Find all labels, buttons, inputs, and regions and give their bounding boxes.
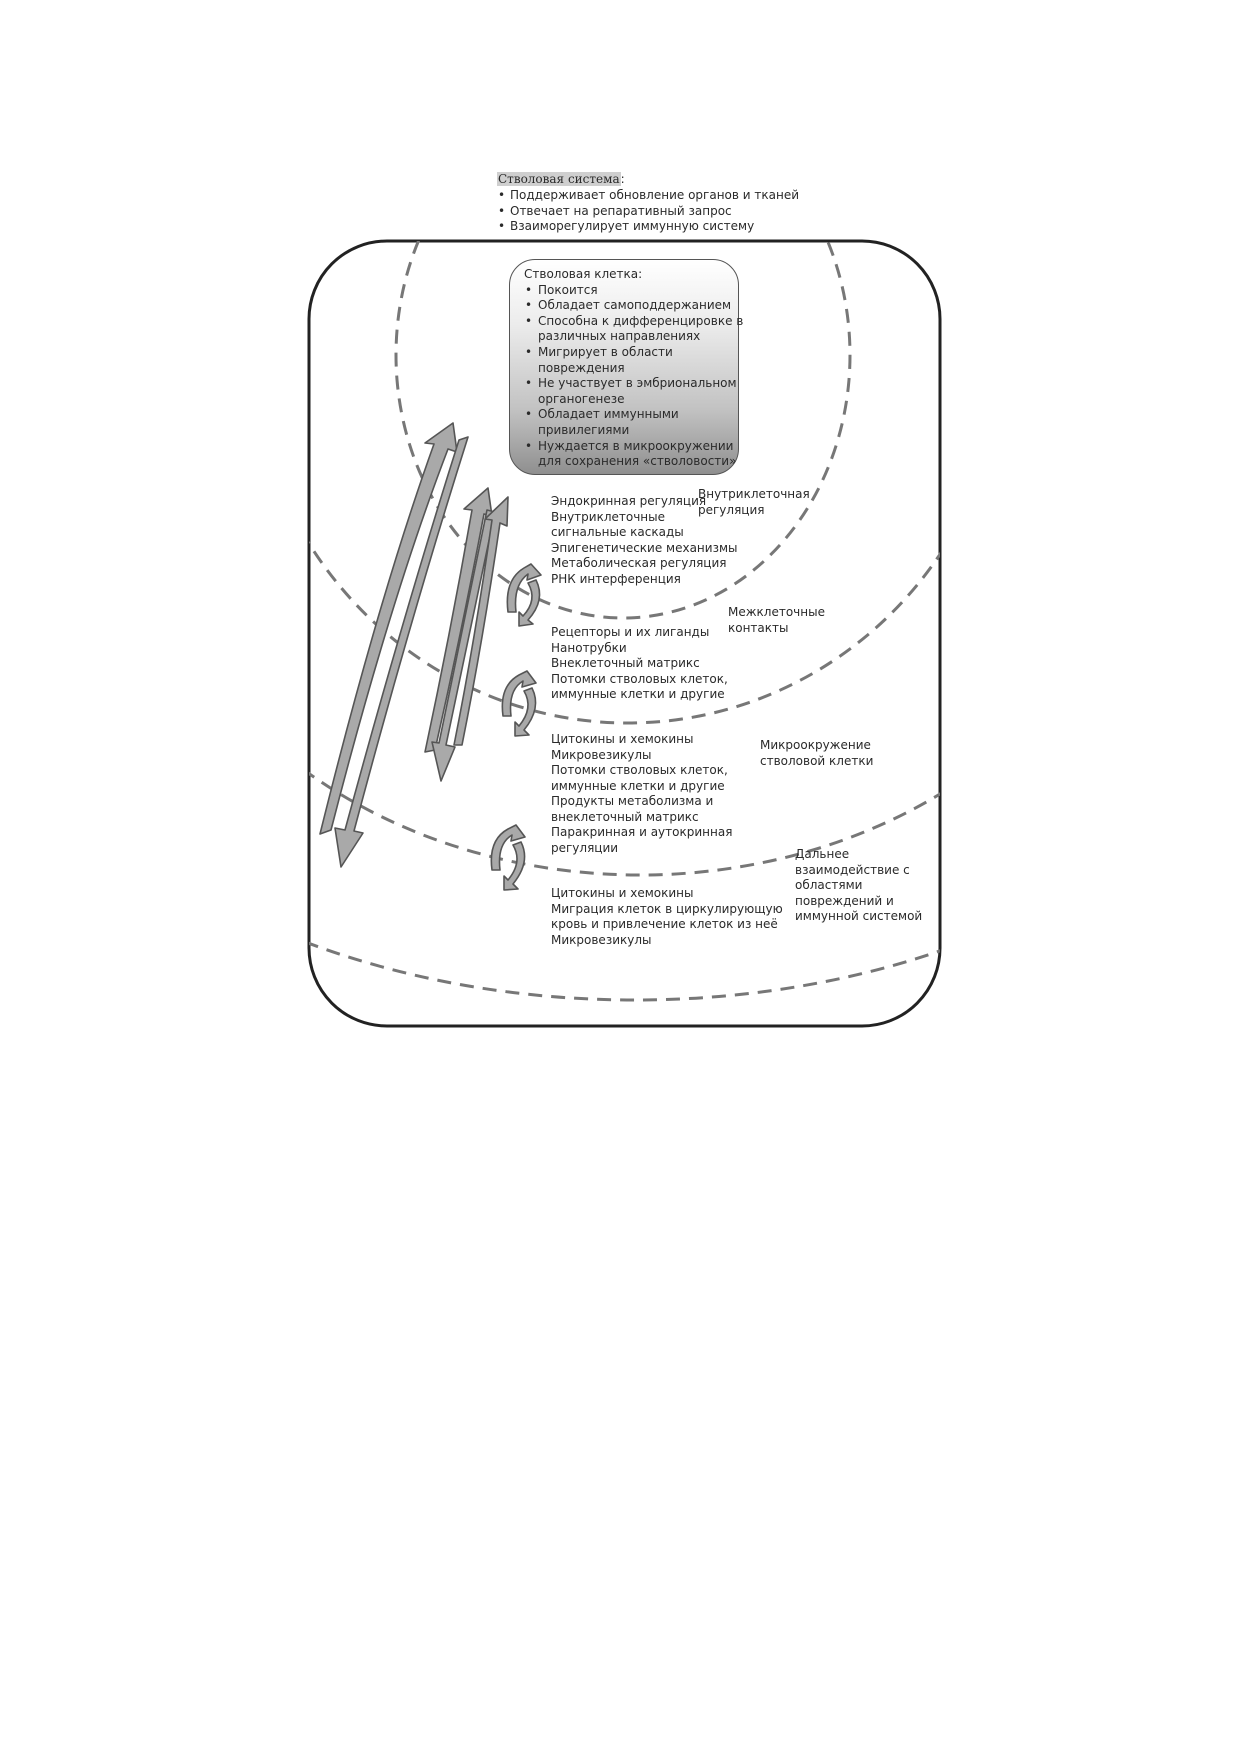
stem-cell-property: • Обладает иммунными привилегиями bbox=[524, 407, 732, 438]
intercellular-label: Межклеточные контакты bbox=[728, 605, 825, 635]
stem-cell-property: • Нуждается в микроокружении для сохранения «стволовости» bbox=[524, 439, 732, 470]
stem-cell-property: • Покоится bbox=[524, 283, 732, 299]
stem-cell-property: • Мигрирует в области повреждения bbox=[524, 345, 732, 376]
cycle-arrow-2b bbox=[515, 688, 536, 736]
stem-cell-property: • Способна к дифференцировке в различных направлениях bbox=[524, 314, 732, 345]
stem-system-title: Стволовая система bbox=[498, 172, 620, 186]
stem-system-item: • Отвечает на репаративный запрос bbox=[497, 204, 799, 220]
microenvironment-label: Микроокружение стволовой клетки bbox=[760, 738, 874, 768]
stem-cell-box bbox=[509, 259, 744, 475]
cycle-arrow-3b bbox=[504, 842, 525, 890]
stem-cell-title: Стволовая клетка: bbox=[524, 267, 643, 281]
stem-system-item: • Поддерживает обновление органов и тканей bbox=[497, 188, 799, 204]
stem-system-item: • Взаиморегулирует иммунную систему bbox=[497, 219, 799, 235]
stem-cell-properties bbox=[524, 282, 744, 470]
intercellular-mechanisms: Рецепторы и их лиганды Нанотрубки Внеклеточный матрикс Потомки стволовых клеток, иммунные клетки и другие bbox=[551, 625, 728, 701]
distant-mechanisms: Цитокины и хемокины Миграция клеток в циркулирующую кровь и привлечение клеток из неё Микровезикулы bbox=[551, 886, 783, 947]
stem-cell-property: • Обладает самоподдержанием bbox=[524, 298, 732, 314]
stem-cell-property: • Не участвует в эмбриональном органогенезе bbox=[524, 376, 732, 407]
intracellular-label: Внутриклеточная регуляция bbox=[698, 487, 810, 517]
long-arrow-1 bbox=[320, 423, 457, 834]
microenvironment-mechanisms: Цитокины и хемокины Микровезикулы Потомки стволовых клеток, иммунные клетки и другие Продукты метаболизма и внеклеточный матрикс Паракринная и аутокринная регуляции bbox=[551, 732, 733, 855]
cycle-arrow-1b bbox=[519, 580, 540, 626]
stem-system-list bbox=[497, 188, 799, 235]
stem-system-summary bbox=[497, 172, 799, 235]
stem-system-title-colon: : bbox=[620, 172, 625, 186]
intracellular-mechanisms: Эндокринная регуляция Внутриклеточные сигнальные каскады Эпигенетические механизмы Метаболическая регуляция РНК интерференция bbox=[551, 494, 738, 586]
distant-label: Дальнее взаимодействие с областями повреждений и иммунной системой bbox=[795, 847, 923, 923]
